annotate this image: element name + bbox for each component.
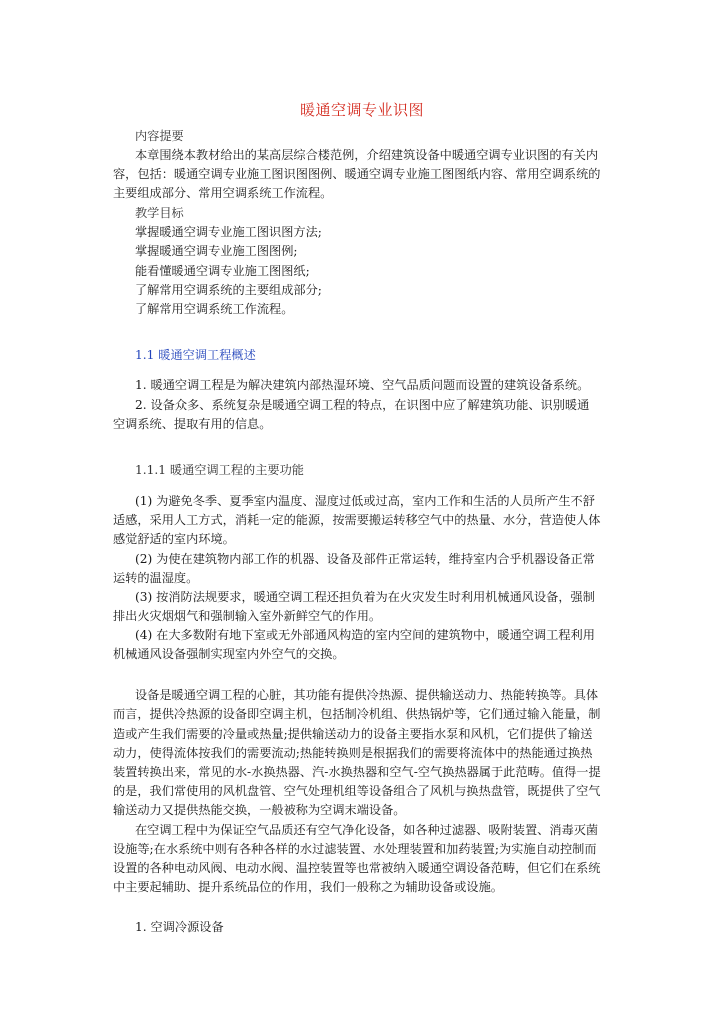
- equipment-paragraph: 输送动力又提供热能交换，一般被称为空调末端设备。: [113, 803, 406, 817]
- goal-item: 能看懂暖通空调专业施工图图纸;: [135, 264, 310, 278]
- function-item: (2) 为使在建筑物内部工作的机器、设备及部件正常运转，维持室内合乎机器设备正常: [135, 552, 595, 566]
- function-item: 排出火灾烟烟气和强制输入室外新鲜空气的作用。: [113, 609, 382, 623]
- function-item: 适感，采用人工方式，消耗一定的能源，按需要搬运转移空气中的热量、水分，营造使人体: [113, 513, 601, 527]
- goals-heading: 教学目标: [135, 206, 184, 220]
- page-title: 暖通空调专业识图: [299, 101, 424, 119]
- equipment-paragraph: 而言，提供冷热源的设备即空调主机，包括制冷机组、供热锅炉等，它们通过输入能量，制: [113, 707, 601, 721]
- summary-line: 本章围绕本教材给出的某高层综合楼范例，介绍建筑设备中暖通空调专业识图的有关内: [135, 148, 599, 162]
- function-item: 机械通风设备强制实现室内外空气的交换。: [113, 647, 345, 661]
- summary-line: 容，包括：暖通空调专业施工图识图图例、暖通空调专业施工图图纸内容、常用空调系统的: [113, 167, 601, 181]
- section-heading-1-1-1: 1.1.1 暖通空调工程的主要功能: [135, 463, 304, 477]
- subsection-heading: 1. 空调冷源设备: [135, 920, 224, 934]
- auxiliary-paragraph: 中主要起辅助、提升系统品位的作用，我们一般称之为辅助设备或设施。: [113, 880, 503, 894]
- equipment-paragraph: 装置转换出来，常见的水-水换热器、汽-水换热器和空气-空气换热器属于此范畴。值得一提: [113, 765, 601, 779]
- goal-item: 了解常用空调系统工作流程。: [135, 302, 294, 316]
- auxiliary-paragraph: 设置的各种电动风阀、电动水阀、温控装置等也常被纳入暖通空调设备范畴，但它们在系统: [113, 861, 601, 875]
- function-item: (3) 按消防法规要求，暖通空调工程还担负着为在火灾发生时利用机械通风设备，强制: [135, 590, 595, 604]
- function-item: (4) 在大多数附有地下室或无外部通风构造的室内空间的建筑物中，暖通空调工程利用: [135, 628, 595, 642]
- auxiliary-paragraph: 设施等;在水系统中则有各种各样的水过滤装置、水处理装置和加药装置;为实施自动控制而: [113, 842, 597, 856]
- function-item: (1) 为避免冬季、夏季室内温度、湿度过低或过高，室内工作和生活的人员所产生不舒: [135, 494, 595, 508]
- section-paragraph: 空调系统、提取有用的信息。: [113, 417, 272, 431]
- goal-item: 掌握暖通空调专业施工图识图方法;: [135, 225, 322, 239]
- goal-item: 掌握暖通空调专业施工图图例;: [135, 244, 298, 258]
- function-item: 感觉舒适的室内环境。: [113, 532, 235, 546]
- section-heading-1-1: 1.1 暖通空调工程概述: [135, 348, 256, 362]
- equipment-paragraph: 设备是暖通空调工程的心脏，其功能有提供冷热源、提供输送动力、热能转换等。具体: [135, 688, 599, 702]
- summary-line: 主要组成部分、常用空调系统工作流程。: [113, 186, 333, 200]
- summary-heading: 内容提要: [135, 129, 184, 143]
- function-item: 运转的温湿度。: [113, 571, 199, 585]
- auxiliary-paragraph: 在空调工程中为保证空气品质还有空气净化设备，如各种过滤器、吸附装置、消毒灭菌: [135, 823, 599, 837]
- equipment-paragraph: 造或产生我们需要的冷量或热量;提供输送动力的设备主要指水泵和风机，它们提供了输送: [113, 727, 593, 741]
- equipment-paragraph: 的是，我们常使用的风机盘管、空气处理机组等设备组合了风机与换热盘管，既提供了空气: [113, 784, 601, 798]
- section-paragraph: 2. 设备众多、系统复杂是暖通空调工程的特点，在识图中应了解建筑功能、识别暖通: [135, 398, 590, 412]
- section-paragraph: 1. 暖通空调工程是为解决建筑内部热湿环境、空气品质问题而设置的建筑设备系统。: [135, 378, 590, 392]
- equipment-paragraph: 动力，使得流体按我们的需要流动;热能转换则是根据我们的需要将流体中的热能通过换热: [113, 746, 593, 760]
- goal-item: 了解常用空调系统的主要组成部分;: [135, 283, 322, 297]
